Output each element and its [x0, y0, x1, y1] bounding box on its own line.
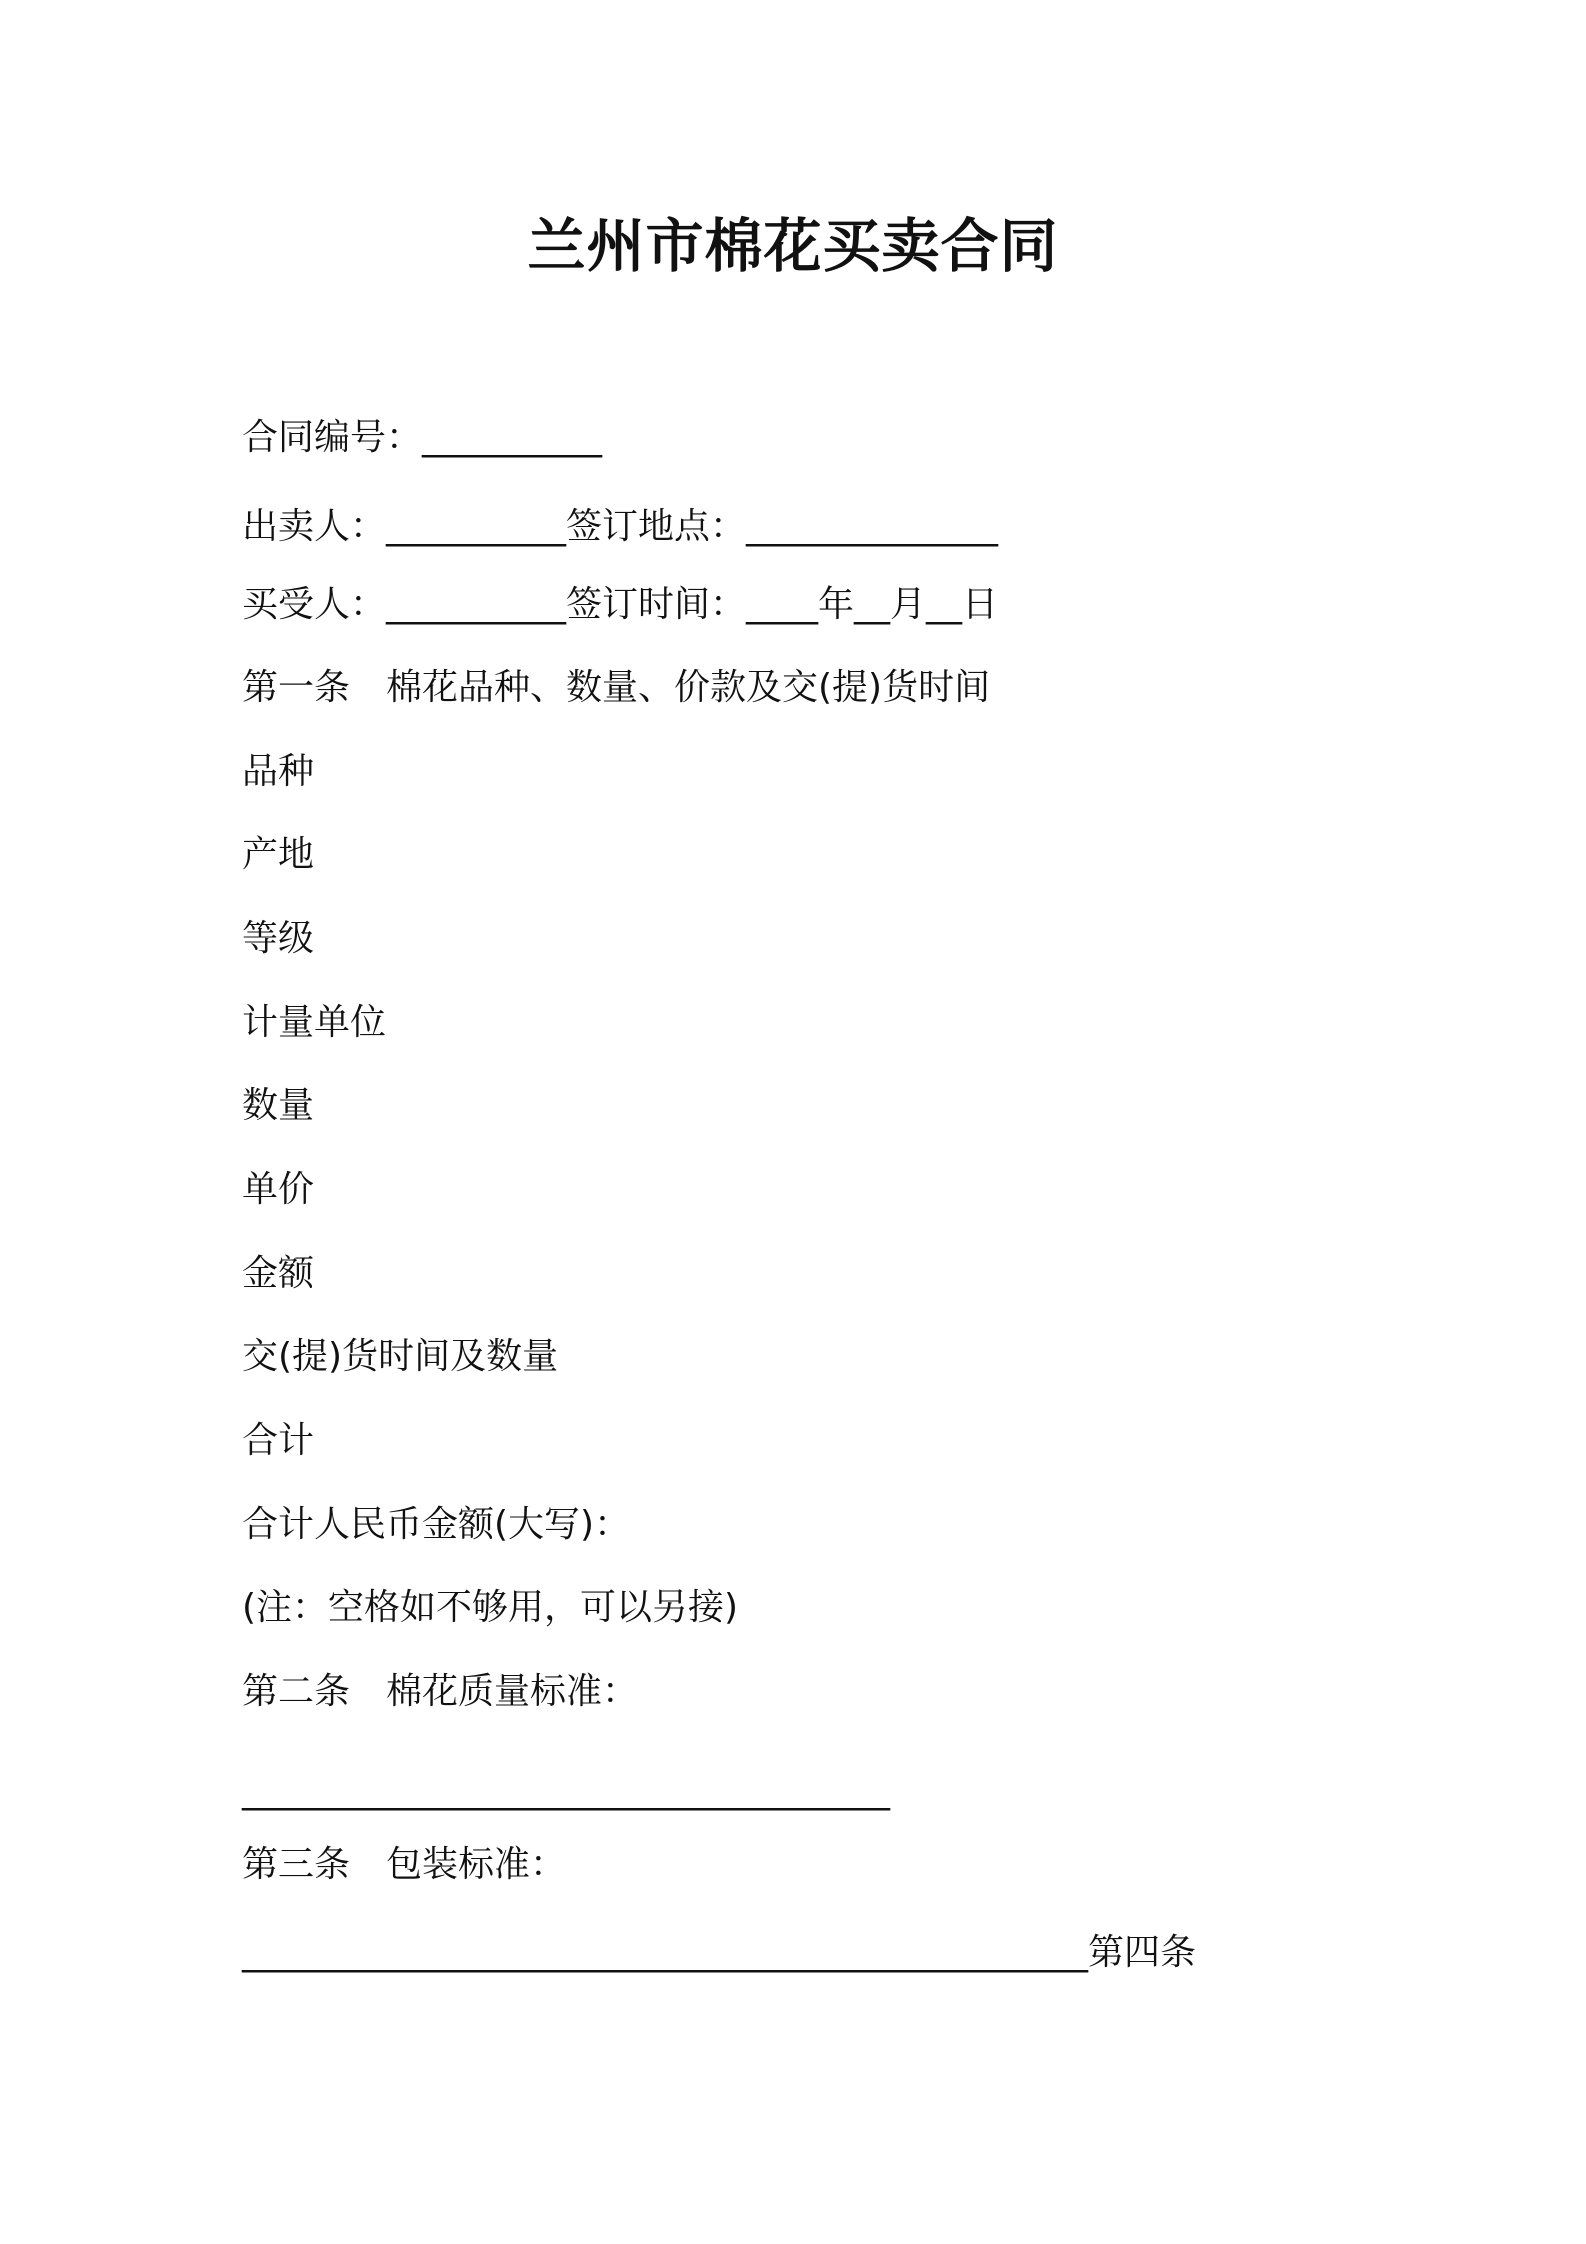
seller-line: 出卖人：__________签订地点：______________: [242, 506, 999, 547]
field-quantity: 数量: [242, 1085, 315, 1126]
field-unit: 计量单位: [242, 1002, 387, 1043]
buyer-line: 买受人：__________签订时间：____年__月__日: [242, 584, 999, 625]
article-3-heading: 第三条 包装标准：: [242, 1844, 567, 1885]
article-2-heading: 第二条 棉花质量标准：: [242, 1671, 639, 1712]
document-title: 兰州市棉花买卖合同: [527, 212, 1059, 280]
note-line: (注：空格如不够用，可以另接): [242, 1587, 739, 1628]
field-origin: 产地: [242, 834, 315, 875]
field-amount: 金额: [242, 1253, 315, 1294]
field-total: 合计: [242, 1420, 315, 1461]
contract-number-line: 合同编号：__________: [242, 417, 603, 458]
article-3-blank: _______________________________________________第四条: [242, 1932, 1197, 1973]
field-grade: 等级: [242, 918, 315, 959]
field-total-rmb: 合计人民币金额(大写)：: [242, 1504, 631, 1545]
article-1-heading: 第一条 棉花品种、数量、价款及交(提)货时间: [242, 667, 991, 708]
field-unit-price: 单价: [242, 1169, 315, 1210]
field-variety: 品种: [242, 751, 315, 792]
article-2-blank: ____________________________________: [242, 1770, 890, 1811]
field-delivery-time: 交(提)货时间及数量: [242, 1336, 559, 1377]
